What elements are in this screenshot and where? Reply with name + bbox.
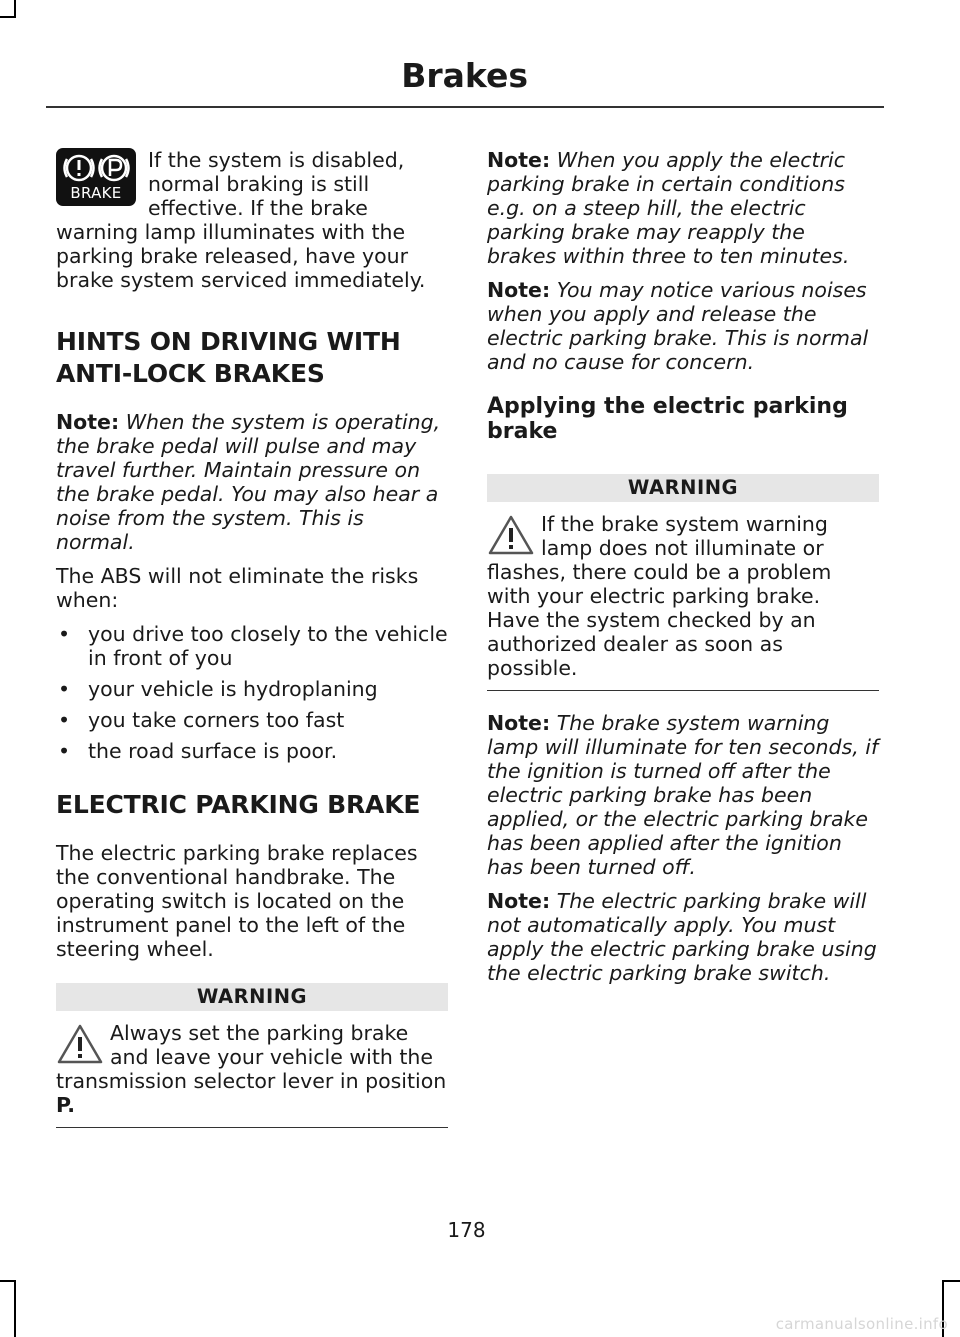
warning-header: WARNING bbox=[487, 474, 879, 502]
warning-box bbox=[56, 1011, 448, 1128]
note-paragraph bbox=[487, 278, 879, 374]
bullet: • bbox=[58, 708, 71, 732]
note-text: When you apply the electric parking brake in certain conditions e.g. on a steep hill, the electric parking brake may reapply the brakes within three to ten minutes. bbox=[487, 148, 850, 268]
list-item: • your vehicle is hydroplaning bbox=[58, 677, 378, 701]
list-item: • you take corners too fast bbox=[58, 708, 345, 732]
crop-mark-bottom-left-h bbox=[0, 1280, 16, 1282]
note-label: Note: bbox=[487, 148, 551, 172]
note-text: You may notice various noises when you apply and release the electric parking brake. This is normal and no cause for concern. bbox=[487, 278, 869, 374]
note-label: Note: bbox=[487, 278, 551, 302]
crop-mark-top-left-h bbox=[0, 16, 16, 18]
warning-text: If the brake system warning lamp does not illuminate or flashes, there could be a problem with your electric parking brake. Have the system checked by an authorized dealer as soon as possible. bbox=[487, 512, 832, 680]
header-rule bbox=[46, 106, 884, 108]
abs-intro: The ABS will not eliminate the risks when: bbox=[56, 564, 419, 612]
warning-triangle-icon bbox=[56, 1023, 104, 1065]
warning-text: Always set the parking brake and leave your vehicle with the transmission selector lever in position P. bbox=[56, 1021, 447, 1117]
bullet: • bbox=[58, 622, 71, 646]
note-paragraph bbox=[487, 711, 879, 879]
abs-risk-list bbox=[56, 622, 448, 763]
heading-applying-parking-brake: Applying the electric parking brake bbox=[487, 394, 848, 444]
bullet: • bbox=[58, 739, 71, 763]
note-label: Note: bbox=[56, 410, 120, 434]
crop-mark-bottom-left bbox=[14, 1280, 16, 1337]
crop-mark-bottom-right-h bbox=[942, 1280, 960, 1282]
note-text: The electric parking brake will not automatically apply. You must apply the electric parking brake using the electric parking brake switch. bbox=[487, 889, 877, 985]
list-item: • you drive too closely to the vehicle in front of you bbox=[58, 622, 448, 670]
note-paragraph bbox=[487, 148, 879, 268]
heading-electric-parking-brake: ELECTRIC PARKING BRAKE bbox=[56, 790, 421, 819]
intro-paragraph: If the system is disabled, normal braking is still effective. If the brake warning lamp illuminates with the parking brake released, have your brake system serviced immediately. bbox=[56, 148, 426, 292]
brake-warning-lamp-icon bbox=[56, 148, 136, 206]
warning-header: WARNING bbox=[56, 983, 448, 1011]
heading-anti-lock-brakes bbox=[56, 326, 448, 390]
warning-text-bold: P. bbox=[56, 1093, 76, 1117]
note-label: Note: bbox=[487, 889, 551, 913]
watermark: carmanualsonline.info bbox=[775, 1315, 948, 1333]
note-text: When the system is operating, the brake pedal will pulse and may travel further. Maintain pressure on the brake pedal. You may also hear a noise from the system. This is normal. bbox=[56, 410, 441, 554]
page-title: Brakes bbox=[401, 56, 528, 95]
page-number: 178 bbox=[447, 1218, 486, 1242]
note-paragraph bbox=[56, 410, 448, 554]
warning-box bbox=[487, 502, 879, 691]
note-paragraph bbox=[487, 889, 879, 985]
heading-line-1: HINTS ON DRIVING WITH bbox=[56, 327, 401, 356]
heading-line-2: ANTI-LOCK BRAKES bbox=[56, 359, 325, 388]
list-item: • the road surface is poor. bbox=[58, 739, 338, 763]
note-label: Note: bbox=[487, 711, 551, 735]
left-column bbox=[56, 148, 448, 1128]
epb-intro: The electric parking brake replaces the conventional handbrake. The operating switch is located on the instrument panel to the left of the steering wheel. bbox=[56, 841, 418, 961]
brake-lamp-label: BRAKE bbox=[70, 184, 122, 202]
warning-triangle-icon bbox=[487, 514, 535, 556]
note-text: The brake system warning lamp will illuminate for ten seconds, if the ignition is turned off after the electric parking brake has been applied, or the electric parking brake has been applied after the ignition has been turned off. bbox=[487, 711, 879, 879]
bullet: • bbox=[58, 677, 71, 701]
right-column bbox=[487, 148, 879, 995]
